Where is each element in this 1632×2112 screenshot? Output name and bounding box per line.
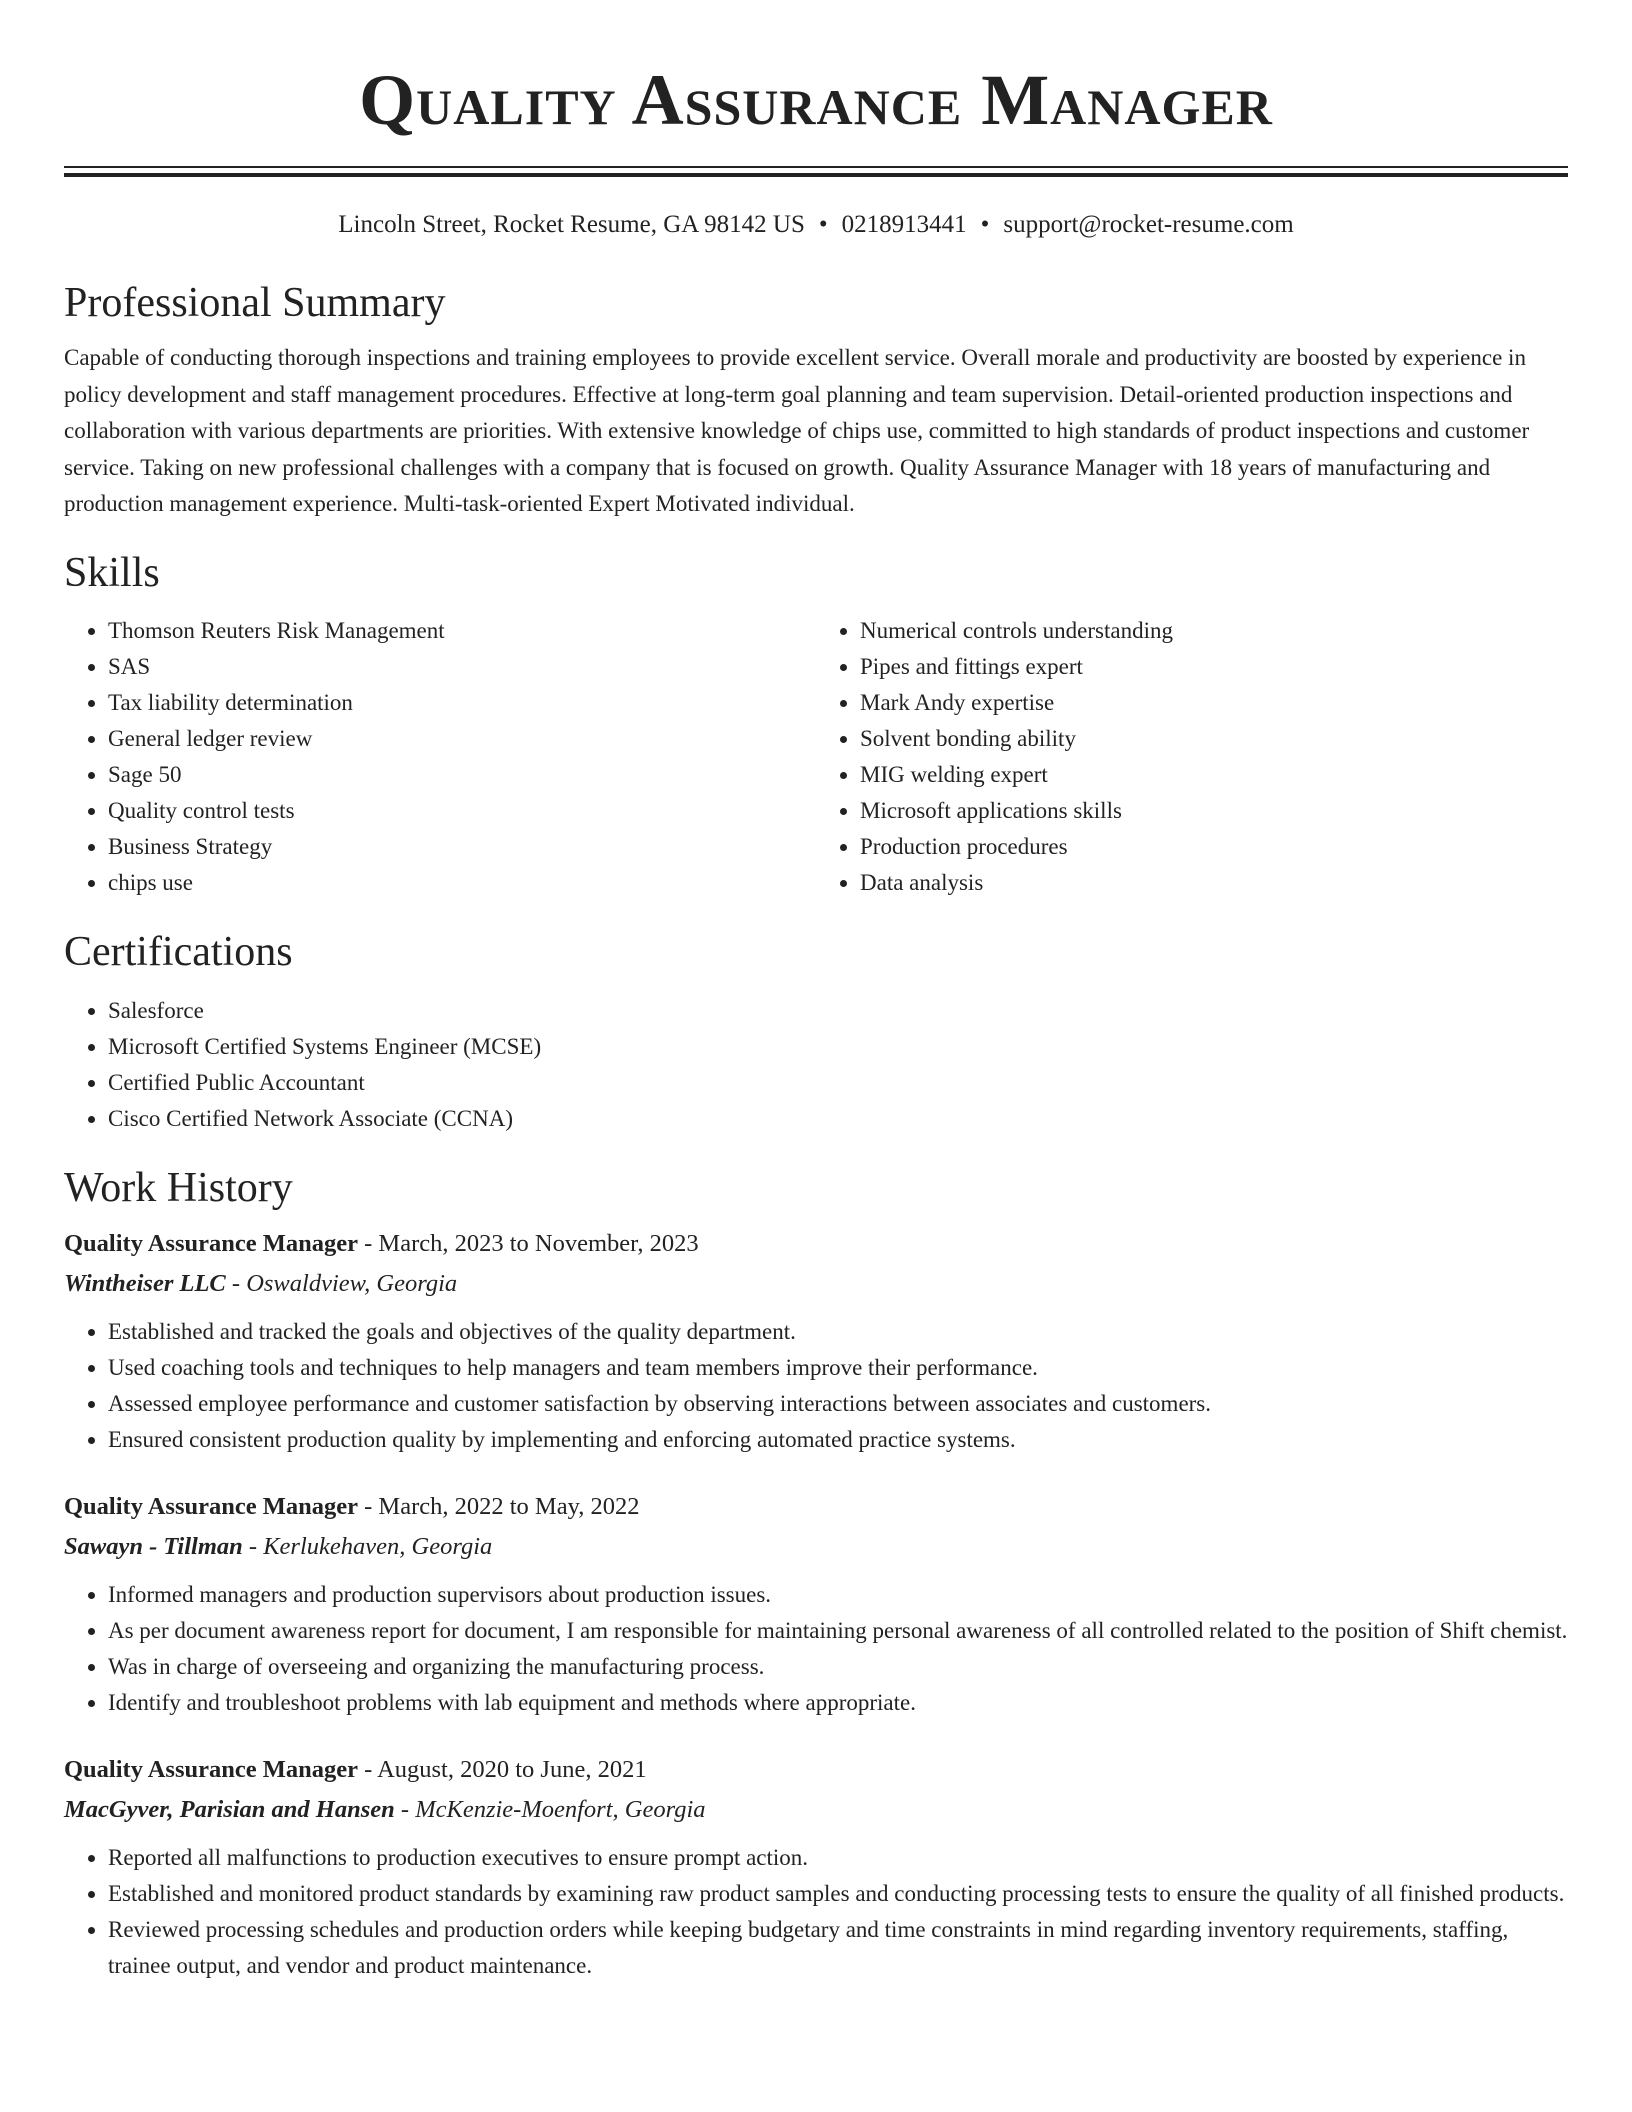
job-bullets <box>64 1314 1568 1458</box>
skill-item: • Quality control tests <box>108 793 816 829</box>
skills-heading: Skills <box>64 549 160 596</box>
job-dates: March, 2022 to May, 2022 <box>378 1492 640 1520</box>
certifications-list <box>64 993 1568 1137</box>
contact-separator: • <box>980 211 990 238</box>
contact-phone: 0218913441 <box>841 211 967 238</box>
job-location: McKenzie-Moenfort, Georgia <box>415 1795 706 1823</box>
summary-heading: Professional Summary <box>64 280 446 326</box>
certification-item: • Cisco Certified Network Associate (CCNA) <box>108 1101 1568 1137</box>
job-dash: - <box>242 1532 264 1560</box>
job-dash: - <box>358 1229 379 1257</box>
skill-item: • chips use <box>108 865 816 901</box>
job-entry <box>64 1755 1568 1984</box>
job-bullet: • Reported all malfunctions to production executives to ensure prompt action. <box>108 1840 1568 1876</box>
job-bullets <box>64 1577 1568 1721</box>
job-title-line <box>64 1755 1568 1785</box>
job-bullets <box>64 1840 1568 1984</box>
certification-item: • Salesforce <box>108 993 1568 1029</box>
skills-list-left <box>64 613 816 901</box>
job-bullet: • Informed managers and production supervisors about production issues. <box>108 1577 1568 1613</box>
job-role: Quality Assurance Manager <box>64 1755 358 1783</box>
job-dash: - <box>394 1795 416 1823</box>
job-bullet: • Identify and troubleshoot problems with lab equipment and methods where appropriate. <box>108 1685 1568 1721</box>
job-location: Oswaldview, Georgia <box>246 1269 458 1297</box>
job-dash: - <box>358 1492 379 1520</box>
job-bullet: • Established and monitored product standards by examining raw product samples and conducting processing tests to ensure the quality of all finished products. <box>108 1876 1568 1912</box>
skill-item: • Production procedures <box>860 829 1568 865</box>
job-company: Wintheiser LLC <box>64 1269 226 1297</box>
skills-columns <box>64 613 1568 901</box>
job-dates: March, 2023 to November, 2023 <box>378 1229 699 1257</box>
job-title-line <box>64 1229 1568 1259</box>
job-dash: - <box>225 1269 247 1297</box>
job-entry <box>64 1229 1568 1458</box>
skill-item: • Pipes and fittings expert <box>860 649 1568 685</box>
contact-separator: • <box>818 211 828 238</box>
job-dash: - <box>358 1755 378 1783</box>
job-role: Quality Assurance Manager <box>64 1492 358 1520</box>
job-role: Quality Assurance Manager <box>64 1229 358 1257</box>
title-divider-thick <box>64 173 1568 177</box>
contact-email[interactable]: support@rocket-resume.com <box>1003 211 1294 238</box>
skill-item: • Tax liability determination <box>108 685 816 721</box>
resume-title: Quality Assurance Manager <box>359 60 1273 140</box>
job-dates: August, 2020 to June, 2021 <box>377 1755 647 1783</box>
skill-item: • Thomson Reuters Risk Management <box>108 613 816 649</box>
job-bullet: • Was in charge of overseeing and organizing the manufacturing process. <box>108 1649 1568 1685</box>
work-history-heading: Work History <box>64 1164 293 1211</box>
skill-item: • SAS <box>108 649 816 685</box>
job-entry <box>64 1492 1568 1721</box>
job-company: MacGyver, Parisian and Hansen <box>64 1795 395 1823</box>
skill-item: • Mark Andy expertise <box>860 685 1568 721</box>
certifications-section <box>64 927 1568 1137</box>
certifications-heading: Certifications <box>64 928 293 975</box>
skill-item: • Microsoft applications skills <box>860 793 1568 829</box>
job-bullet: • Assessed employee performance and customer satisfaction by observing interactions between associates and customers. <box>108 1386 1568 1422</box>
title-divider-thin <box>64 166 1568 168</box>
certification-item: • Microsoft Certified Systems Engineer (MCSE) <box>108 1029 1568 1065</box>
skill-item: • Sage 50 <box>108 757 816 793</box>
job-bullet: • Established and tracked the goals and objectives of the quality department. <box>108 1314 1568 1350</box>
skills-section <box>64 548 1568 901</box>
certification-item: • Certified Public Accountant <box>108 1065 1568 1101</box>
job-company-line <box>64 1532 1568 1562</box>
skills-list-right <box>816 613 1568 901</box>
job-company-line <box>64 1795 1568 1825</box>
skill-item: • General ledger review <box>108 721 816 757</box>
job-company-line <box>64 1269 1568 1299</box>
contact-address: Lincoln Street, Rocket Resume, GA 98142 US <box>338 211 805 238</box>
job-company: Sawayn - Tillman <box>64 1532 243 1560</box>
summary-section <box>64 278 1568 523</box>
job-location: Kerlukehaven, Georgia <box>263 1532 493 1560</box>
skill-item: • Business Strategy <box>108 829 816 865</box>
job-title-line <box>64 1492 1568 1522</box>
summary-text: Capable of conducting thorough inspections and training employees to provide excellent service. Overall morale and productivity are boosted by experience in policy development and staff management procedures. Effective at long-term goal planning and team supervision. Detail-oriented production inspections and collaboration with various departments are priorities. With extensive knowledge of chips use, committed to high standards of product inspections and customer service. Taking on new professional challenges with a company that is focused on growth. Quality Assurance Manager with 18 years of manufacturing and production management experience. Multi-task-oriented Expert Motivated individual. <box>64 345 1530 516</box>
contact-line <box>64 210 1568 240</box>
skill-item: • MIG welding expert <box>860 757 1568 793</box>
job-bullet: • As per document awareness report for document, I am responsible for maintaining personal awareness of all controlled related to the position of Shift chemist. <box>108 1613 1568 1649</box>
skill-item: • Solvent bonding ability <box>860 721 1568 757</box>
skill-item: • Numerical controls understanding <box>860 613 1568 649</box>
work-history-section <box>64 1163 1568 1984</box>
job-bullet: • Ensured consistent production quality by implementing and enforcing automated practice systems. <box>108 1422 1568 1458</box>
skill-item: • Data analysis <box>860 865 1568 901</box>
job-bullet: • Reviewed processing schedules and production orders while keeping budgetary and time constraints in mind regarding inventory requirements, staffing, trainee output, and vendor and product maintenance. <box>108 1912 1568 1984</box>
job-bullet: • Used coaching tools and techniques to help managers and team members improve their performance. <box>108 1350 1568 1386</box>
